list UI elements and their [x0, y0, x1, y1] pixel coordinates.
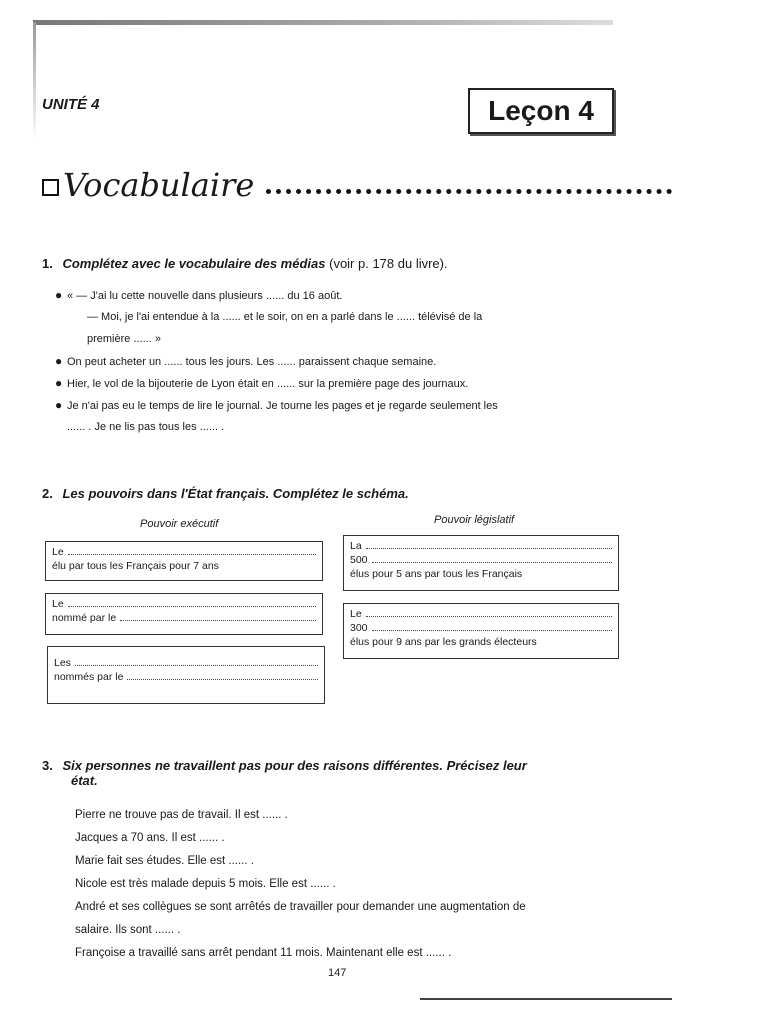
blank-line [366, 539, 612, 549]
exercise-line: ● Je n'ai pas eu le temps de lire le journal. Je tourne les pages et je regarde seulement les [55, 394, 498, 416]
dotted-rule [266, 189, 672, 194]
exercise-line: Françoise a travaillé sans arrêt pendant 11 mois. Maintenant elle est ...... . [75, 947, 452, 959]
schema-box-senate: Le 300 élus pour 9 ans par les grands électeurs [343, 603, 619, 659]
exercise-line: André et ses collègues se sont arrêtés de travailler pour demander une augmentation de [75, 901, 526, 913]
question-2-heading [42, 486, 409, 501]
blank-line [372, 621, 612, 631]
exercise-line: Pierre ne trouve pas de travail. Il est ...... . [75, 809, 288, 821]
exercise-line: Jacques a 70 ans. Il est ...... . [75, 832, 225, 844]
exercise-line: ● Hier, le vol de la bijouterie de Lyon était en ...... sur la première page des journaux. [55, 372, 498, 394]
blank-line [68, 545, 316, 555]
question-title: Complétez avec le vocabulaire des médias [62, 256, 326, 271]
exercise-line: — Moi, je l'ai entendue à la ...... et le soir, on en a parlé dans le ...... télévisé de la [87, 311, 483, 323]
unit-label: UNITÉ 4 [42, 96, 100, 113]
question-1-heading [42, 256, 448, 271]
exercise-line: salaire. Ils sont ...... . [75, 924, 181, 936]
question-3-exercise [75, 804, 526, 965]
blank-line [366, 607, 612, 617]
section-heading [42, 168, 672, 202]
page-left-edge [33, 22, 36, 142]
legislative-power-title: Pouvoir législatif [434, 514, 515, 526]
page-bottom-rule [420, 998, 672, 1000]
exercise-line: ...... . Je ne lis pas tous les ...... . [67, 421, 225, 433]
question-title-continued: état. [71, 773, 98, 788]
section-title: Vocabulaire [63, 166, 255, 204]
page-number: 147 [328, 967, 347, 979]
bullet-icon: ● [55, 398, 63, 412]
schema-box-national-assembly: La 500 élus pour 5 ans par tous les Français [343, 535, 619, 591]
question-number: 2. [42, 486, 53, 501]
schema-box-president: Le élu par tous les Français pour 7 ans [45, 541, 323, 581]
exercise-line: première ...... » [87, 333, 161, 345]
exercise-line: Marie fait ses études. Elle est ...... . [75, 855, 254, 867]
bullet-icon: ● [55, 376, 63, 390]
lesson-title-box: Leçon 4 [468, 88, 614, 134]
schema-box-ministers: Les nommés par le [47, 646, 325, 704]
question-1-exercise [55, 284, 498, 438]
exercise-line: ● On peut acheter un ...... tous les jours. Les ...... paraissent chaque semaine. [55, 350, 498, 372]
page-top-border [33, 20, 613, 25]
exercise-line: Nicole est très malade depuis 5 mois. Elle est ...... . [75, 878, 336, 890]
exercise-line: ● « — J'ai lu cette nouvelle dans plusieurs ...... du 16 août. [55, 284, 498, 306]
blank-line [68, 597, 316, 607]
checkbox-icon [42, 179, 59, 196]
blank-line [75, 656, 318, 666]
question-number: 1. [42, 256, 53, 271]
question-number: 3. [42, 758, 53, 773]
schema-box-prime-minister: Le nommé par le [45, 593, 323, 635]
question-title: Six personnes ne travaillent pas pour des raisons différentes. Précisez leur [62, 758, 527, 773]
bullet-icon: ● [55, 354, 63, 368]
blank-line [120, 611, 316, 621]
question-3-heading [42, 758, 632, 788]
blank-line [127, 670, 318, 680]
bullet-icon: ● [55, 288, 63, 302]
question-reference: (voir p. 178 du livre). [329, 256, 448, 271]
question-title: Les pouvoirs dans l'État français. Complétez le schéma. [62, 486, 409, 501]
blank-line [372, 553, 612, 563]
executive-power-title: Pouvoir exécutif [140, 518, 219, 530]
